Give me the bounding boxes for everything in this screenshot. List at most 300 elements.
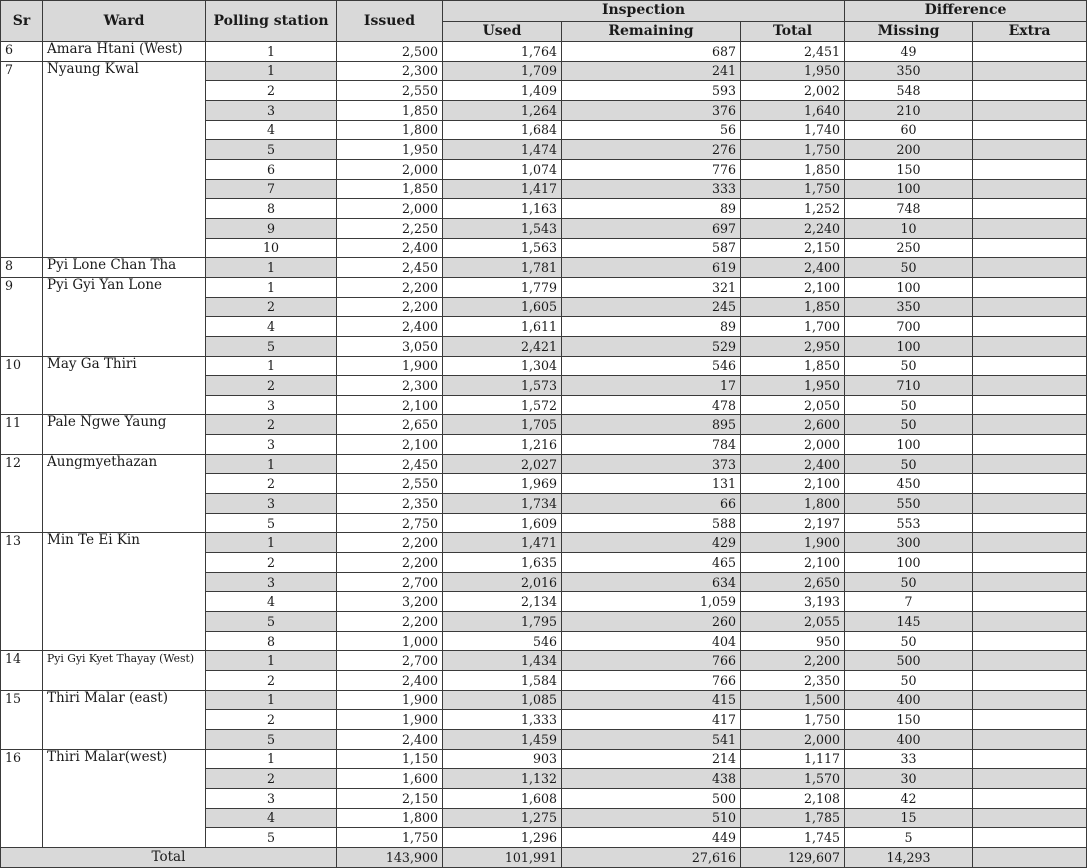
cell-issued: 2,200 bbox=[337, 553, 443, 573]
cell-polling-station: 1 bbox=[206, 42, 337, 62]
cell-remaining: 245 bbox=[562, 297, 741, 317]
cell-polling-station: 5 bbox=[206, 140, 337, 160]
cell-total: 2,000 bbox=[741, 435, 845, 455]
cell-polling-station: 9 bbox=[206, 218, 337, 238]
cell-remaining: 510 bbox=[562, 808, 741, 828]
cell-extra bbox=[973, 199, 1087, 219]
cell-used: 1,573 bbox=[443, 376, 562, 396]
cell-issued: 1,950 bbox=[337, 140, 443, 160]
cell-extra bbox=[973, 690, 1087, 710]
cell-issued: 2,200 bbox=[337, 533, 443, 553]
cell-polling-station: 1 bbox=[206, 356, 337, 376]
cell-total: 1,750 bbox=[741, 179, 845, 199]
cell-total: 950 bbox=[741, 631, 845, 651]
cell-missing: 400 bbox=[845, 690, 973, 710]
cell-remaining: 895 bbox=[562, 415, 741, 435]
cell-remaining: 449 bbox=[562, 828, 741, 848]
cell-issued: 2,000 bbox=[337, 199, 443, 219]
cell-missing: 710 bbox=[845, 376, 973, 396]
cell-issued: 2,200 bbox=[337, 277, 443, 297]
cell-extra bbox=[973, 710, 1087, 730]
table-row bbox=[1, 533, 1087, 553]
cell-missing: 49 bbox=[845, 42, 973, 62]
cell-used: 2,421 bbox=[443, 336, 562, 356]
cell-used: 1,409 bbox=[443, 81, 562, 101]
cell-polling-station: 5 bbox=[206, 513, 337, 533]
cell-issued: 2,650 bbox=[337, 415, 443, 435]
cell-polling-station: 10 bbox=[206, 238, 337, 258]
cell-issued: 1,600 bbox=[337, 769, 443, 789]
cell-extra bbox=[973, 100, 1087, 120]
cell-issued: 1,000 bbox=[337, 631, 443, 651]
cell-extra bbox=[973, 258, 1087, 278]
cell-used: 1,459 bbox=[443, 729, 562, 749]
cell-extra bbox=[973, 42, 1087, 62]
cell-used: 1,563 bbox=[443, 238, 562, 258]
cell-issued: 1,850 bbox=[337, 100, 443, 120]
cell-remaining: 417 bbox=[562, 710, 741, 730]
totals-missing: 14,293 bbox=[845, 847, 973, 867]
cell-extra bbox=[973, 533, 1087, 553]
cell-issued: 1,900 bbox=[337, 710, 443, 730]
table-row bbox=[1, 61, 1087, 81]
cell-remaining: 588 bbox=[562, 513, 741, 533]
cell-issued: 2,550 bbox=[337, 81, 443, 101]
cell-remaining: 500 bbox=[562, 788, 741, 808]
cell-extra bbox=[973, 729, 1087, 749]
cell-total: 1,750 bbox=[741, 710, 845, 730]
totals-total: 129,607 bbox=[741, 847, 845, 867]
cell-remaining: 619 bbox=[562, 258, 741, 278]
cell-missing: 42 bbox=[845, 788, 973, 808]
table-header bbox=[1, 1, 1087, 42]
cell-used: 1,543 bbox=[443, 218, 562, 238]
cell-total: 1,785 bbox=[741, 808, 845, 828]
cell-missing: 500 bbox=[845, 651, 973, 671]
cell-issued: 2,150 bbox=[337, 788, 443, 808]
cell-remaining: 587 bbox=[562, 238, 741, 258]
cell-extra bbox=[973, 808, 1087, 828]
cell-used: 1,296 bbox=[443, 828, 562, 848]
cell-ward: Min Te Ei Kin bbox=[43, 533, 206, 651]
cell-remaining: 465 bbox=[562, 553, 741, 573]
cell-polling-station: 3 bbox=[206, 395, 337, 415]
cell-missing: 50 bbox=[845, 671, 973, 691]
cell-polling-station: 3 bbox=[206, 435, 337, 455]
cell-total: 1,700 bbox=[741, 317, 845, 337]
header-remaining: Remaining bbox=[562, 21, 741, 42]
cell-used: 2,134 bbox=[443, 592, 562, 612]
cell-extra bbox=[973, 454, 1087, 474]
cell-used: 1,132 bbox=[443, 769, 562, 789]
cell-issued: 2,400 bbox=[337, 671, 443, 691]
cell-sr: 13 bbox=[1, 533, 43, 651]
totals-label: Total bbox=[1, 847, 337, 867]
cell-polling-station: 4 bbox=[206, 317, 337, 337]
cell-used: 1,275 bbox=[443, 808, 562, 828]
cell-used: 1,471 bbox=[443, 533, 562, 553]
cell-extra bbox=[973, 179, 1087, 199]
cell-extra bbox=[973, 769, 1087, 789]
cell-extra bbox=[973, 120, 1087, 140]
cell-polling-station: 2 bbox=[206, 415, 337, 435]
cell-remaining: 131 bbox=[562, 474, 741, 494]
cell-total: 1,850 bbox=[741, 356, 845, 376]
cell-missing: 145 bbox=[845, 612, 973, 632]
cell-polling-station: 8 bbox=[206, 631, 337, 651]
cell-used: 1,584 bbox=[443, 671, 562, 691]
cell-total: 1,950 bbox=[741, 376, 845, 396]
cell-remaining: 376 bbox=[562, 100, 741, 120]
cell-polling-station: 1 bbox=[206, 690, 337, 710]
cell-extra bbox=[973, 218, 1087, 238]
cell-extra bbox=[973, 474, 1087, 494]
cell-remaining: 276 bbox=[562, 140, 741, 160]
cell-ward: Aungmyethazan bbox=[43, 454, 206, 533]
cell-extra bbox=[973, 415, 1087, 435]
cell-remaining: 66 bbox=[562, 494, 741, 514]
cell-issued: 1,800 bbox=[337, 808, 443, 828]
cell-missing: 30 bbox=[845, 769, 973, 789]
header-total: Total bbox=[741, 21, 845, 42]
cell-polling-station: 4 bbox=[206, 120, 337, 140]
cell-missing: 33 bbox=[845, 749, 973, 769]
cell-extra bbox=[973, 297, 1087, 317]
cell-used: 2,016 bbox=[443, 572, 562, 592]
header-difference: Difference bbox=[845, 1, 1087, 22]
table-row bbox=[1, 690, 1087, 710]
cell-ward: Nyaung Kwal bbox=[43, 61, 206, 258]
cell-remaining: 241 bbox=[562, 61, 741, 81]
cell-missing: 700 bbox=[845, 317, 973, 337]
cell-polling-station: 2 bbox=[206, 81, 337, 101]
cell-ward: Pale Ngwe Yaung bbox=[43, 415, 206, 454]
cell-used: 2,027 bbox=[443, 454, 562, 474]
cell-extra bbox=[973, 336, 1087, 356]
cell-total: 1,740 bbox=[741, 120, 845, 140]
cell-issued: 2,350 bbox=[337, 494, 443, 514]
cell-issued: 3,200 bbox=[337, 592, 443, 612]
table-row bbox=[1, 277, 1087, 297]
cell-extra bbox=[973, 277, 1087, 297]
cell-used: 1,969 bbox=[443, 474, 562, 494]
totals-extra bbox=[973, 847, 1087, 867]
table-row bbox=[1, 356, 1087, 376]
cell-extra bbox=[973, 671, 1087, 691]
cell-extra bbox=[973, 238, 1087, 258]
cell-missing: 748 bbox=[845, 199, 973, 219]
cell-polling-station: 2 bbox=[206, 710, 337, 730]
cell-missing: 350 bbox=[845, 61, 973, 81]
cell-ward: Pyi Gyi Kyet Thayay (West) bbox=[43, 651, 206, 690]
cell-ward: Amara Htani (West) bbox=[43, 42, 206, 62]
cell-total: 2,950 bbox=[741, 336, 845, 356]
table-row bbox=[1, 454, 1087, 474]
cell-extra bbox=[973, 317, 1087, 337]
cell-issued: 2,200 bbox=[337, 612, 443, 632]
cell-total: 2,055 bbox=[741, 612, 845, 632]
cell-total: 2,100 bbox=[741, 474, 845, 494]
cell-sr: 10 bbox=[1, 356, 43, 415]
cell-sr: 7 bbox=[1, 61, 43, 258]
cell-total: 1,750 bbox=[741, 140, 845, 160]
cell-ward: Pyi Lone Chan Tha bbox=[43, 258, 206, 278]
cell-missing: 300 bbox=[845, 533, 973, 553]
cell-sr: 16 bbox=[1, 749, 43, 847]
table-row bbox=[1, 749, 1087, 769]
cell-used: 1,734 bbox=[443, 494, 562, 514]
cell-missing: 100 bbox=[845, 179, 973, 199]
cell-missing: 350 bbox=[845, 297, 973, 317]
cell-issued: 2,400 bbox=[337, 729, 443, 749]
cell-remaining: 776 bbox=[562, 159, 741, 179]
cell-polling-station: 4 bbox=[206, 808, 337, 828]
cell-used: 1,474 bbox=[443, 140, 562, 160]
cell-polling-station: 1 bbox=[206, 651, 337, 671]
cell-extra bbox=[973, 81, 1087, 101]
cell-total: 2,600 bbox=[741, 415, 845, 435]
cell-polling-station: 3 bbox=[206, 100, 337, 120]
cell-remaining: 404 bbox=[562, 631, 741, 651]
cell-remaining: 1,059 bbox=[562, 592, 741, 612]
header-missing: Missing bbox=[845, 21, 973, 42]
cell-extra bbox=[973, 494, 1087, 514]
cell-issued: 2,300 bbox=[337, 61, 443, 81]
cell-extra bbox=[973, 828, 1087, 848]
cell-polling-station: 5 bbox=[206, 729, 337, 749]
cell-extra bbox=[973, 159, 1087, 179]
cell-remaining: 321 bbox=[562, 277, 741, 297]
cell-used: 1,264 bbox=[443, 100, 562, 120]
cell-remaining: 373 bbox=[562, 454, 741, 474]
cell-total: 2,650 bbox=[741, 572, 845, 592]
cell-total: 1,117 bbox=[741, 749, 845, 769]
cell-polling-station: 2 bbox=[206, 474, 337, 494]
cell-used: 1,608 bbox=[443, 788, 562, 808]
cell-missing: 250 bbox=[845, 238, 973, 258]
cell-polling-station: 4 bbox=[206, 592, 337, 612]
cell-used: 1,417 bbox=[443, 179, 562, 199]
cell-extra bbox=[973, 435, 1087, 455]
cell-extra bbox=[973, 749, 1087, 769]
totals-issued: 143,900 bbox=[337, 847, 443, 867]
cell-total: 2,197 bbox=[741, 513, 845, 533]
cell-remaining: 429 bbox=[562, 533, 741, 553]
cell-issued: 2,100 bbox=[337, 395, 443, 415]
cell-extra bbox=[973, 631, 1087, 651]
cell-issued: 1,900 bbox=[337, 690, 443, 710]
cell-missing: 550 bbox=[845, 494, 973, 514]
cell-used: 1,572 bbox=[443, 395, 562, 415]
totals-used: 101,991 bbox=[443, 847, 562, 867]
cell-total: 1,570 bbox=[741, 769, 845, 789]
cell-remaining: 478 bbox=[562, 395, 741, 415]
cell-extra bbox=[973, 513, 1087, 533]
cell-missing: 5 bbox=[845, 828, 973, 848]
cell-remaining: 438 bbox=[562, 769, 741, 789]
header-issued: Issued bbox=[337, 1, 443, 42]
cell-used: 1,216 bbox=[443, 435, 562, 455]
cell-missing: 50 bbox=[845, 454, 973, 474]
cell-used: 1,764 bbox=[443, 42, 562, 62]
cell-extra bbox=[973, 592, 1087, 612]
cell-extra bbox=[973, 612, 1087, 632]
cell-missing: 50 bbox=[845, 356, 973, 376]
cell-issued: 2,100 bbox=[337, 435, 443, 455]
cell-missing: 100 bbox=[845, 336, 973, 356]
header-polling-station: Polling station bbox=[206, 1, 337, 42]
cell-extra bbox=[973, 61, 1087, 81]
cell-issued: 2,450 bbox=[337, 454, 443, 474]
cell-missing: 553 bbox=[845, 513, 973, 533]
cell-total: 2,108 bbox=[741, 788, 845, 808]
cell-polling-station: 2 bbox=[206, 671, 337, 691]
cell-missing: 50 bbox=[845, 572, 973, 592]
cell-used: 1,779 bbox=[443, 277, 562, 297]
cell-missing: 450 bbox=[845, 474, 973, 494]
cell-polling-station: 6 bbox=[206, 159, 337, 179]
cell-total: 2,400 bbox=[741, 454, 845, 474]
cell-issued: 2,250 bbox=[337, 218, 443, 238]
cell-used: 546 bbox=[443, 631, 562, 651]
cell-issued: 1,750 bbox=[337, 828, 443, 848]
cell-polling-station: 2 bbox=[206, 553, 337, 573]
cell-used: 1,684 bbox=[443, 120, 562, 140]
cell-total: 1,745 bbox=[741, 828, 845, 848]
cell-polling-station: 2 bbox=[206, 376, 337, 396]
cell-remaining: 89 bbox=[562, 317, 741, 337]
cell-remaining: 214 bbox=[562, 749, 741, 769]
cell-sr: 11 bbox=[1, 415, 43, 454]
cell-total: 1,850 bbox=[741, 297, 845, 317]
cell-issued: 2,700 bbox=[337, 651, 443, 671]
cell-used: 1,705 bbox=[443, 415, 562, 435]
cell-extra bbox=[973, 395, 1087, 415]
cell-total: 2,400 bbox=[741, 258, 845, 278]
cell-missing: 100 bbox=[845, 553, 973, 573]
cell-polling-station: 1 bbox=[206, 533, 337, 553]
cell-total: 2,100 bbox=[741, 277, 845, 297]
cell-used: 1,085 bbox=[443, 690, 562, 710]
cell-remaining: 415 bbox=[562, 690, 741, 710]
cell-polling-station: 1 bbox=[206, 61, 337, 81]
cell-missing: 50 bbox=[845, 631, 973, 651]
cell-issued: 2,400 bbox=[337, 317, 443, 337]
cell-sr: 8 bbox=[1, 258, 43, 278]
cell-used: 1,304 bbox=[443, 356, 562, 376]
cell-extra bbox=[973, 651, 1087, 671]
cell-ward: Thiri Malar (east) bbox=[43, 690, 206, 749]
cell-used: 1,609 bbox=[443, 513, 562, 533]
cell-used: 1,163 bbox=[443, 199, 562, 219]
cell-polling-station: 2 bbox=[206, 297, 337, 317]
table-body bbox=[1, 42, 1087, 848]
cell-used: 1,074 bbox=[443, 159, 562, 179]
cell-ward: Thiri Malar(west) bbox=[43, 749, 206, 847]
cell-missing: 15 bbox=[845, 808, 973, 828]
cell-remaining: 89 bbox=[562, 199, 741, 219]
cell-issued: 1,800 bbox=[337, 120, 443, 140]
cell-used: 1,635 bbox=[443, 553, 562, 573]
cell-sr: 6 bbox=[1, 42, 43, 62]
cell-total: 2,350 bbox=[741, 671, 845, 691]
cell-used: 1,333 bbox=[443, 710, 562, 730]
cell-total: 1,500 bbox=[741, 690, 845, 710]
cell-used: 903 bbox=[443, 749, 562, 769]
cell-missing: 210 bbox=[845, 100, 973, 120]
cell-missing: 200 bbox=[845, 140, 973, 160]
cell-total: 2,002 bbox=[741, 81, 845, 101]
cell-extra bbox=[973, 140, 1087, 160]
cell-total: 1,900 bbox=[741, 533, 845, 553]
table-row bbox=[1, 415, 1087, 435]
cell-used: 1,434 bbox=[443, 651, 562, 671]
header-ward: Ward bbox=[43, 1, 206, 42]
cell-total: 2,100 bbox=[741, 553, 845, 573]
cell-sr: 14 bbox=[1, 651, 43, 690]
cell-missing: 10 bbox=[845, 218, 973, 238]
cell-issued: 3,050 bbox=[337, 336, 443, 356]
cell-ward: Pyi Gyi Yan Lone bbox=[43, 277, 206, 356]
cell-polling-station: 1 bbox=[206, 258, 337, 278]
cell-total: 1,252 bbox=[741, 199, 845, 219]
cell-polling-station: 5 bbox=[206, 828, 337, 848]
cell-polling-station: 3 bbox=[206, 788, 337, 808]
cell-total: 2,451 bbox=[741, 42, 845, 62]
cell-missing: 150 bbox=[845, 710, 973, 730]
table-row bbox=[1, 258, 1087, 278]
cell-issued: 1,900 bbox=[337, 356, 443, 376]
cell-remaining: 529 bbox=[562, 336, 741, 356]
cell-remaining: 333 bbox=[562, 179, 741, 199]
cell-used: 1,709 bbox=[443, 61, 562, 81]
cell-issued: 2,200 bbox=[337, 297, 443, 317]
cell-remaining: 634 bbox=[562, 572, 741, 592]
cell-issued: 2,550 bbox=[337, 474, 443, 494]
cell-sr: 12 bbox=[1, 454, 43, 533]
cell-total: 2,200 bbox=[741, 651, 845, 671]
cell-issued: 1,850 bbox=[337, 179, 443, 199]
cell-polling-station: 1 bbox=[206, 454, 337, 474]
cell-remaining: 697 bbox=[562, 218, 741, 238]
cell-issued: 2,700 bbox=[337, 572, 443, 592]
cell-extra bbox=[973, 572, 1087, 592]
cell-issued: 2,400 bbox=[337, 238, 443, 258]
cell-extra bbox=[973, 553, 1087, 573]
cell-ward: May Ga Thiri bbox=[43, 356, 206, 415]
cell-remaining: 17 bbox=[562, 376, 741, 396]
cell-sr: 15 bbox=[1, 690, 43, 749]
cell-issued: 2,300 bbox=[337, 376, 443, 396]
cell-polling-station: 1 bbox=[206, 749, 337, 769]
table-footer bbox=[1, 847, 1087, 867]
cell-missing: 7 bbox=[845, 592, 973, 612]
cell-missing: 50 bbox=[845, 258, 973, 278]
cell-total: 1,800 bbox=[741, 494, 845, 514]
cell-sr: 9 bbox=[1, 277, 43, 356]
cell-polling-station: 5 bbox=[206, 612, 337, 632]
table-row bbox=[1, 651, 1087, 671]
cell-issued: 2,450 bbox=[337, 258, 443, 278]
cell-used: 1,795 bbox=[443, 612, 562, 632]
cell-remaining: 541 bbox=[562, 729, 741, 749]
cell-total: 1,850 bbox=[741, 159, 845, 179]
cell-total: 2,050 bbox=[741, 395, 845, 415]
cell-missing: 50 bbox=[845, 395, 973, 415]
cell-remaining: 687 bbox=[562, 42, 741, 62]
cell-used: 1,605 bbox=[443, 297, 562, 317]
cell-total: 1,950 bbox=[741, 61, 845, 81]
